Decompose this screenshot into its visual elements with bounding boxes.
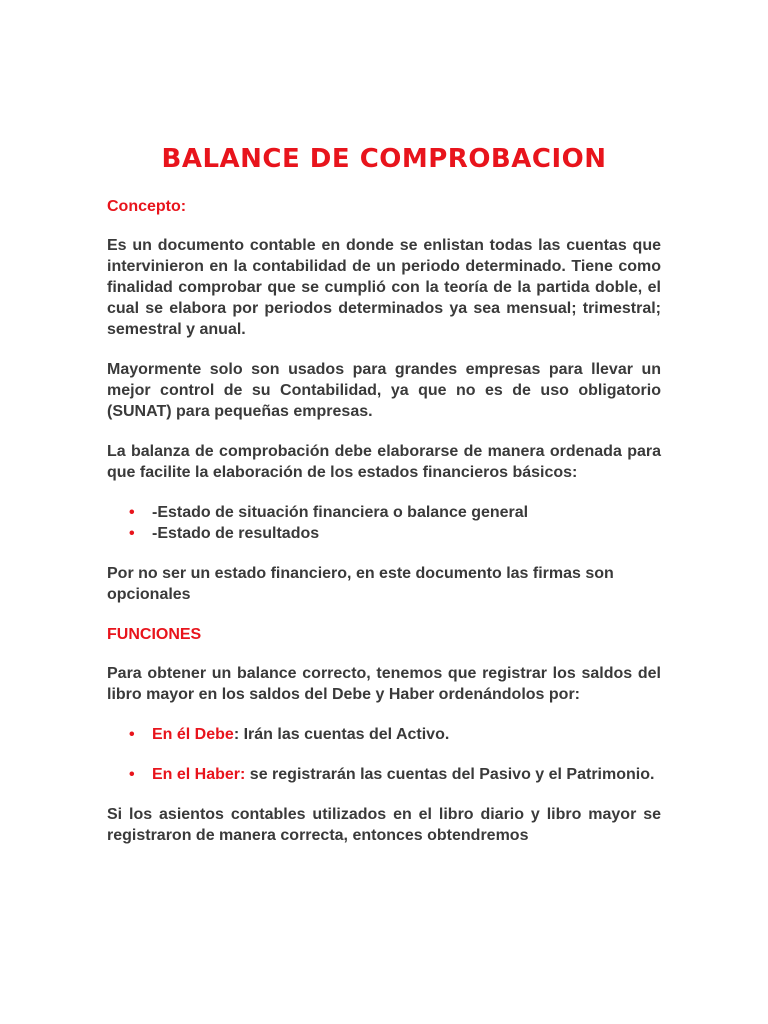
list-item-text: -Estado de situación financiera o balance general — [152, 504, 529, 521]
concepto-heading: Concepto: — [107, 198, 187, 215]
list-item-haber — [107, 764, 661, 785]
paragraph-asientos: Si los asientos contables utilizados en el libro diario y libro mayor se registraron de manera correcta, entonces obtendremos — [107, 806, 661, 844]
document-page — [107, 142, 661, 865]
bullet-icon: • — [129, 504, 135, 521]
bullet-icon: • — [129, 525, 135, 542]
paragraph-balance: Para obtener un balance correcto, tenemos que registrar los saldos del libro mayor en los saldos del Debe y Haber ordenándolos por: — [107, 665, 661, 703]
debe-label: En él Debe — [152, 726, 234, 743]
haber-label: En el Haber: — [152, 766, 246, 783]
bullet-icon: • — [129, 766, 135, 783]
debe-haber-list — [107, 724, 661, 785]
paragraph-firmas: Por no ser un estado financiero, en este documento las firmas son opcionales — [107, 565, 614, 603]
paragraph-usage: Mayormente solo son usados para grandes empresas para llevar un mejor control de su Contabilidad, ya que no es de uso obligatorio (SUNAT) para pequeñas empresas. — [107, 361, 661, 420]
list-item-text: -Estado de resultados — [152, 525, 320, 542]
list-item-debe — [107, 724, 661, 745]
list-item — [107, 523, 661, 544]
bullet-icon: • — [129, 726, 135, 743]
haber-text: se registrarán las cuentas del Pasivo y el Patrimonio. — [245, 766, 655, 783]
document-title: BALANCE DE COMPROBACION — [161, 144, 607, 174]
paragraph-definition: Es un documento contable en donde se enlistan todas las cuentas que intervinieron en la contabilidad de un periodo determinado. Tiene como finalidad comprobar que se cumplió con la teoría de la partida doble, el cual se elabora por periodos determinados ya sea mensual; trimestral; semestral y anual. — [107, 237, 661, 338]
debe-text: : Irán las cuentas del Activo. — [233, 726, 450, 743]
list-item — [107, 502, 661, 523]
estados-list — [107, 502, 661, 544]
paragraph-elaboration: La balanza de comprobación debe elaborarse de manera ordenada para que facilite la elaboración de los estados financieros básicos: — [107, 443, 661, 481]
funciones-heading: FUNCIONES — [107, 626, 202, 643]
